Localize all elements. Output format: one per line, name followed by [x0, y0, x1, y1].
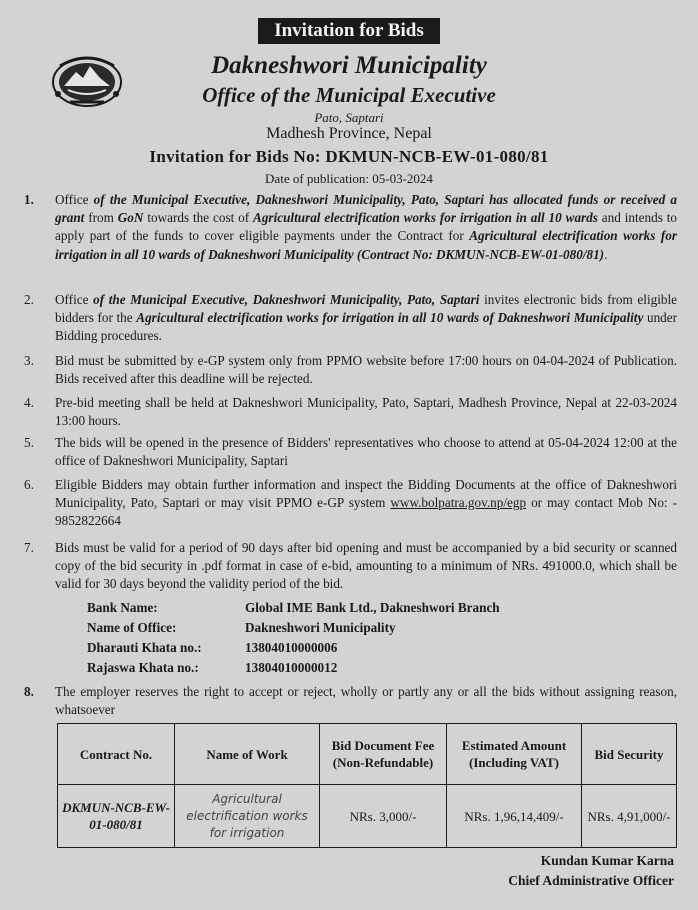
text-run: Bids must be valid for a period of 90 days after bid opening and must be accompanied by a bid security or scanned copy of the bid security in .pdf format in case of e-bid, amounting to a minimum of NRs. 491000.0, which shall be valid for 30 days beyond the validity period of the bid.	[55, 540, 677, 592]
text-run: and intends to apply part of the funds to cover eligible payments under the Contract for	[55, 210, 678, 244]
header-contract-no: Contract No.	[58, 724, 175, 785]
item-number: 6.	[24, 477, 34, 492]
bank-value: Global IME Bank Ltd., Dakneshwori Branch	[245, 600, 500, 615]
text-run: of the Municipal Executive, Dakneshwori Municipality, Pato, Saptari has allocated funds or received a grant	[55, 192, 677, 226]
cell-contract-no: DKMUN-NCB-EW-01-080/81	[58, 785, 175, 848]
item-number: 8.	[24, 684, 34, 699]
bank-value: 13804010000006	[245, 640, 338, 655]
text-run: Office	[55, 192, 94, 207]
bank-details	[87, 598, 647, 678]
bid-table	[57, 723, 677, 848]
header-bid-fee: Bid Document Fee (Non-Refundable)	[320, 724, 447, 785]
item-4-text	[55, 394, 677, 430]
signatory-title: Chief Administrative Officer	[508, 873, 674, 888]
table-header-row	[58, 724, 677, 785]
bank-row	[87, 658, 647, 678]
item-6-text	[55, 476, 677, 531]
bank-row	[87, 598, 647, 618]
item-1-text	[55, 191, 677, 264]
bank-row	[87, 638, 647, 658]
text-run: The employer reserves the right to accept or reject, wholly or partly any or all the bids without assigning reason, whatsoever	[55, 684, 677, 718]
header-bid-security: Bid Security	[582, 724, 677, 785]
item-5-text	[55, 434, 677, 470]
text-run: Agricultural electrification works for irrigation in all 10 wards of Dakneshwori Municipality (Contract No: DKMUN-NCB-EW-01-080/81)	[55, 228, 677, 262]
header-name-of-work: Name of Work	[175, 724, 320, 785]
text-run: .	[604, 246, 608, 262]
item-3-text	[55, 352, 677, 388]
text-run: Bid must be submitted by e-GP system only from PPMO website before 17:00 hours on 04-04-2024 of Publication. Bids received after this deadline will be rejected.	[55, 353, 677, 387]
text-run: Pre-bid meeting shall be held at Dakneshwori Municipality, Pato, Saptari, Madhesh Province, Nepal at 22-03-2024 13:00 hours.	[55, 395, 677, 429]
text-run: Agricultural electrification works for irrigation in all 10 wards of Dakneshwori Municipality	[136, 310, 644, 326]
publication-date: Date of publication: 05-03-2024	[265, 171, 433, 186]
province: Madhesh Province, Nepal	[266, 125, 432, 142]
item-number: 5.	[24, 435, 34, 450]
bank-value: Dakneshwori Municipality	[245, 620, 396, 635]
text-run: under Bidding procedures.	[55, 310, 678, 344]
item-number: 1.	[24, 192, 34, 207]
bank-key: Name of Office:	[87, 620, 177, 635]
office-name: Office of the Municipal Executive	[202, 83, 496, 107]
item-number: 2.	[24, 292, 34, 307]
bank-key: Dharauti Khata no.:	[87, 640, 202, 655]
egp-link[interactable]: www.bolpatra.gov.np/egp	[390, 495, 527, 511]
bank-key: Bank Name:	[87, 600, 158, 615]
text-run: or may contact Mob No: - 9852822664	[55, 495, 678, 529]
text-run: from	[84, 210, 118, 226]
notice-banner: Invitation for Bids	[258, 18, 440, 44]
bid-number: Invitation for Bids No: DKMUN-NCB-EW-01-080/81	[149, 147, 549, 166]
municipality-name: Dakneshwori Municipality	[211, 52, 487, 79]
cell-bid-security: NRs. 4,91,000/-	[582, 785, 677, 848]
cell-bid-fee: NRs. 3,000/-	[320, 785, 447, 848]
item-number: 7.	[24, 540, 34, 555]
text-run: Agricultural electrification works for irrigation in all 10 wards	[253, 210, 598, 226]
text-run: Office	[55, 292, 94, 307]
table-row	[58, 785, 677, 848]
text-run: invites electronic bids from eligible bidders for the	[55, 292, 677, 326]
item-7-text	[55, 539, 677, 594]
bank-key: Rajaswa Khata no.:	[87, 660, 199, 675]
text-run: of the Municipal Executive, Dakneshwori Municipality, Pato, Saptari	[93, 292, 480, 307]
text-run: Eligible Bidders may obtain further information and inspect the Bidding Documents at the office of Dakneshwori Municipality, Pato, Saptari or may visit PPMO e-GP system	[55, 477, 677, 511]
item-number: 3.	[24, 353, 34, 368]
office-address: Pato, Saptari	[314, 110, 384, 125]
bank-row	[87, 618, 647, 638]
signatory-name: Kundan Kumar Karna	[540, 853, 674, 868]
text-run: The bids will be opened in the presence of Bidders' representatives who choose to attend at 05-04-2024 12:00 at the office of Dakneshwori Municipality, Saptari	[55, 435, 677, 469]
item-8-text	[55, 683, 677, 719]
text-run: towards the cost of	[143, 210, 254, 226]
item-number: 4.	[24, 395, 34, 410]
cell-estimated-amount: NRs. 1,96,14,409/-	[447, 785, 582, 848]
item-2-text	[55, 291, 677, 346]
cell-name-of-work: Agricultural electrification works for irrigation	[175, 785, 320, 848]
header-estimated-amount: Estimated Amount (Including VAT)	[447, 724, 582, 785]
text-run: GoN	[117, 210, 144, 226]
bank-value: 13804010000012	[245, 660, 338, 675]
